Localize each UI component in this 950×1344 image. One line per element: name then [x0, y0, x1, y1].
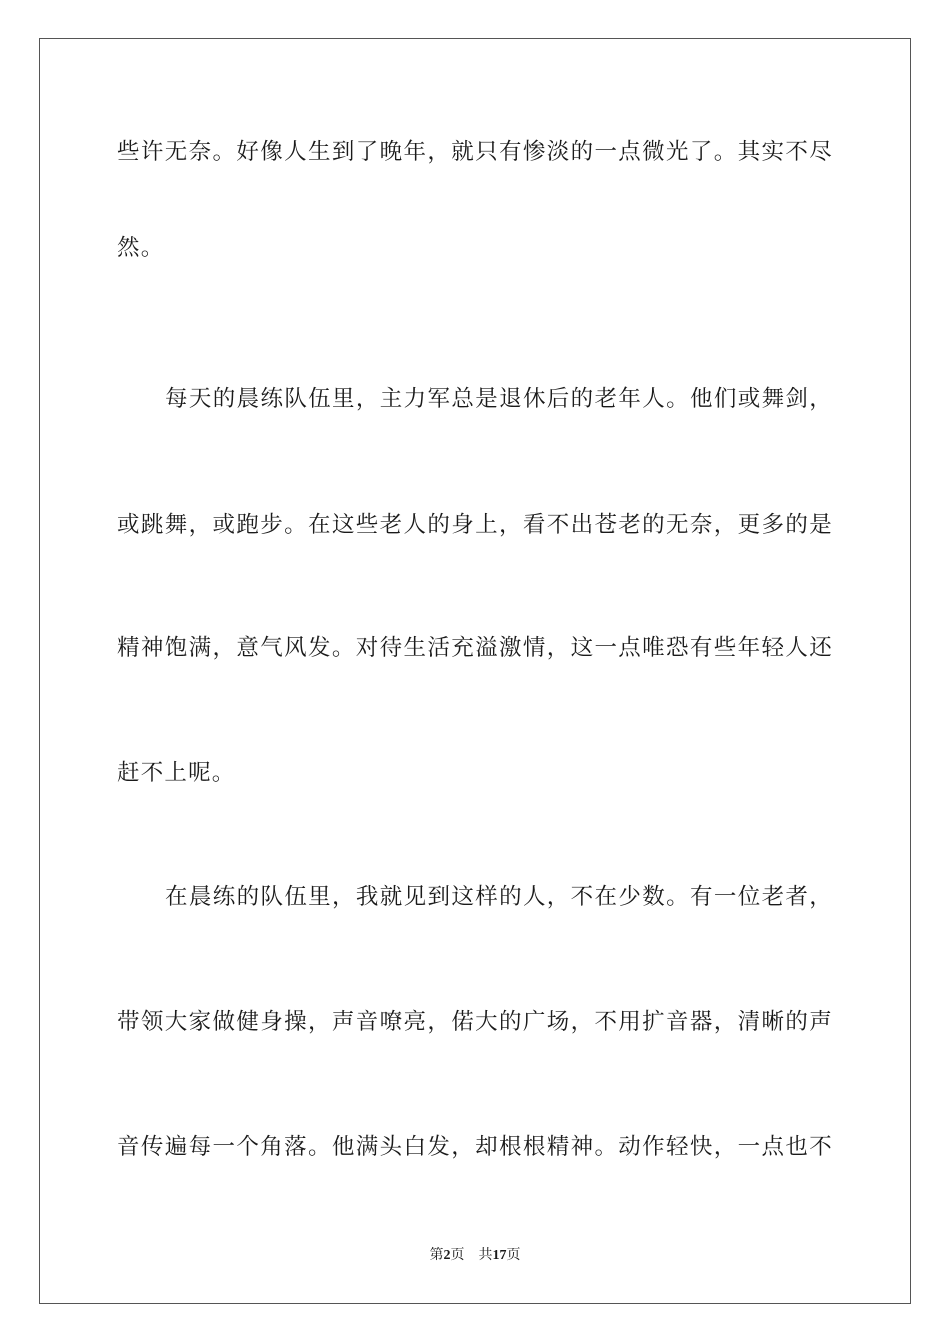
text-line-8: 带领大家做健身操，声音嘹亮，偌大的广场，不用扩音器，清晰的声	[117, 1009, 833, 1035]
page-footer	[0, 1247, 950, 1265]
total-pages: 17	[492, 1248, 507, 1263]
text-line-5: 精神饱满，意气风发。对待生活充溢激情，这一点唯恐有些年轻人还	[117, 635, 833, 661]
text-line-3: 每天的晨练队伍里，主力军总是退休后的老年人。他们或舞剑，	[165, 386, 833, 412]
text-line-1: 些许无奈。好像人生到了晚年，就只有惨淡的一点微光了。其实不尽	[117, 139, 833, 165]
text-line-9: 音传遍每一个角落。他满头白发，却根根精神。动作轻快，一点也不	[117, 1134, 833, 1160]
page-border	[39, 38, 911, 1304]
page-number: 2	[443, 1248, 451, 1263]
page-label-suffix: 页	[450, 1248, 465, 1263]
total-label-suffix: 页	[506, 1248, 521, 1263]
total-label-prefix: 共	[478, 1248, 493, 1263]
text-line-6: 赶不上呢。	[117, 760, 236, 786]
text-line-4: 或跳舞，或跑步。在这些老人的身上，看不出苍老的无奈，更多的是	[117, 512, 833, 538]
page-label-prefix: 第	[429, 1248, 444, 1263]
text-line-2: 然。	[117, 235, 165, 261]
text-line-7: 在晨练的队伍里，我就见到这样的人，不在少数。有一位老者，	[165, 884, 833, 910]
